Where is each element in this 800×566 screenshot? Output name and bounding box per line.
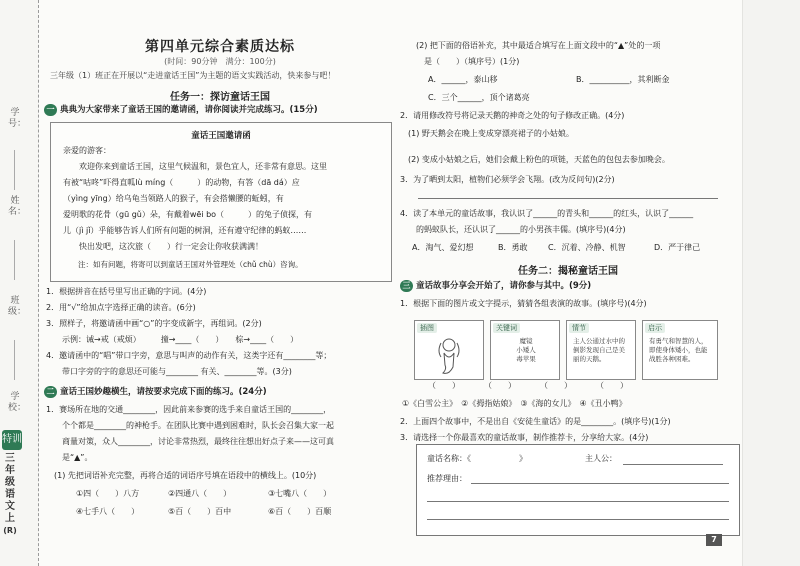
section-number-badge: 三 (400, 280, 413, 292)
series-mark (2, 430, 24, 560)
section-2-header (44, 386, 394, 398)
series-char: 语 (5, 489, 15, 500)
section-3-text: 童话故事分享会开始了，请你参与其中。(9分) (416, 281, 592, 291)
invitation-letter (50, 122, 392, 282)
story-box-illustration (414, 320, 484, 380)
right-column (400, 0, 740, 566)
binding-line (14, 240, 15, 280)
question-1-3-example: 示例：诫→戒（戒烦） 撞→____（ ） 棕→____（ ） (46, 335, 299, 344)
recommendation-card (416, 444, 740, 536)
intro-text: 三年级（1）班正在开展以“走进童话王国”为主题的语文实践活动，快来参与吧！ (50, 71, 336, 80)
box-text: 有勇气和智慧的人，即使身体矮小，也能战胜各种困难。 (649, 337, 708, 363)
proverb-option: B．__________，其利断金 (576, 75, 670, 84)
question-3-1: 1．根据下面的图片或文字提示，猜猜各组表演的故事。(填序号)(4分) (400, 299, 647, 308)
box-tag: 情节 (569, 323, 589, 333)
question-2-3: 3．为了晒到太阳，植物们必须学会飞翔。(改为反问句)(2分) (400, 175, 615, 184)
box-text: 主人公通过水中的倒影发现自己是美丽的天鹅。 (573, 337, 625, 363)
task2-title: 任务二：揭秘童话王国 (518, 266, 618, 277)
proverb-option: A．______，泰山移 (428, 75, 498, 84)
letter-line: 有被“咕咚”吓得直呱lù míng（ ）的动物，有答（dā dá）应 (63, 178, 300, 187)
question-2-1-cont: 是“▲”。 (46, 453, 93, 462)
school-label: 学校： (8, 392, 27, 413)
idiom-option: ③七嘴八（ ） (268, 489, 332, 498)
letter-line: 亲爱的游客： (63, 146, 111, 155)
question-2-1: 1．赛场所在地的交通________，因此前来参赛的选手来自童话王国的________， (46, 405, 332, 414)
series-char: (R) (3, 526, 17, 535)
question-2-4: 4．读了本单元的童话故事，我认识了______的青头和______的红头，认识了______ (400, 209, 694, 218)
box-tag: 关键词 (493, 323, 520, 333)
binding-line (14, 150, 15, 190)
question-1-1: 1．根据拼音在括号里写出正确的字词。(4分) (46, 287, 207, 296)
reason-line[interactable] (471, 483, 729, 484)
binding-margin (0, 0, 39, 566)
question-2-1-cont: 商量对策，众人________，讨论非常热烈，最终往往想出好点子来——这可真 (46, 437, 334, 446)
question-1-2: 2．用“√”给加点字选择正确的读音。(6分) (46, 303, 196, 312)
section-1-header (44, 104, 394, 116)
series-char: 年 (5, 465, 15, 476)
reason-line[interactable] (427, 519, 729, 520)
section-2-text: 童话王国妙趣横生，请按要求完成下面的练习。(24分) (60, 387, 267, 397)
sentence-2: (2) 变成小姑娘之后，她们会戴上粉色的项链，天蓝色的包包去参加晚会。 (400, 155, 670, 164)
question-2-4-cont: 的蚂蚁队长，还认识了______的小男孩丰儒。(填序号)(4分) (400, 225, 626, 234)
answer-line[interactable] (418, 198, 718, 199)
section-3-header (400, 280, 740, 292)
sentence-1: (1) 野天鹅会在晚上变成穿漂亮裙子的小姑娘。 (400, 129, 574, 138)
idiom-option: ⑤百（ ）百中 (168, 507, 232, 516)
question-3-2: 2．上面四个故事中，不是出自《安徒生童话》的是________。(填序号)(1分) (400, 417, 671, 426)
letter-line: 欢迎你来到童话王国，这里气候温和，景色宜人，还非常有意思。这里 (63, 162, 327, 171)
card-hero[interactable]: 主人公： (585, 454, 617, 463)
question-1-4: 4．邀请函中的“唱”带口字旁，意思与叫声的动作有关，这类字还有________等； (46, 351, 332, 360)
name-label: 姓名： (8, 196, 27, 217)
series-char: 三 (5, 453, 15, 464)
idiom-option: ②四通八（ ） (168, 489, 232, 498)
reason-line[interactable] (427, 501, 729, 502)
section-1-text: 典典为大家带来了童话王国的邀请函，请你阅读并完成练习。(15分) (60, 105, 318, 115)
question-1-3: 3．照样子，将邀请函中画“○”的字变成新字，再组词。(2分) (46, 319, 262, 328)
letter-title: 童话王国邀请函 (191, 131, 251, 141)
question-2-1-sub2: (2) 把下面的俗语补充，其中最适合填写在上面文段中的“▲”处的一项 (408, 41, 661, 50)
answer-parens[interactable]: （ ） （ ） （ ） （ ） (428, 381, 628, 390)
box-tag: 插图 (417, 323, 437, 333)
question-1-4-cont: 带口字旁的字的意思还可能与________ 有关、________等。(3分) (46, 367, 292, 376)
task1-title: 任务一：探访童话王国 (170, 92, 270, 103)
student-number-label: 学号： (8, 108, 27, 129)
letter-line: 爱明歌的花骨（gū gǔ）朵，有戴着wēi bo（ ）的兔子侦探，有 (63, 210, 313, 219)
exam-info: (时间：90分钟 满分：100分) (164, 57, 276, 66)
series-char: 级 (5, 477, 15, 488)
letter-line: 儿（jì jǐ）乎能够告诉人们所有问题的树洞，还有遵守纪律的蚂蚁…… (63, 226, 307, 235)
series-badge: 特训 (2, 430, 22, 450)
question-2-2: 2．请用修改符号将记录天鹅的神奇之处的句子修改正确。(4分) (400, 111, 625, 120)
story-box-moral (642, 320, 718, 380)
section-number-badge: 二 (44, 386, 57, 398)
trait-option: C．沉着、冷静、机智 (548, 243, 626, 252)
story-box-keywords (490, 320, 560, 380)
card-reason[interactable]: 推荐理由： (427, 474, 467, 483)
letter-line: （yìng yīng）给乌龟当领路人的猴子，有会搭懒腰的蚯蚓，有 (63, 194, 284, 203)
letter-line: 快出发吧，这次旅（ ）行一定会让你收获满满！ (63, 242, 263, 251)
trait-option: A．淘气、爱幻想 (412, 243, 474, 252)
mermaid-illustration-icon (429, 335, 469, 377)
question-2-1-sub1: (1) 先把词语补充完整，再将合适的词语序号填在语段中的横线上。(10分) (46, 471, 317, 480)
left-column (40, 0, 400, 566)
section-number-badge: 一 (44, 104, 57, 116)
idiom-option: ④七手八（ ） (76, 507, 140, 516)
trait-option: B．勇敢 (498, 243, 528, 252)
series-char: 上 (5, 513, 15, 524)
card-story-name[interactable]: 童话名称：《 》 (427, 454, 527, 463)
idiom-option: ①四（ ）八方 (76, 489, 140, 498)
hero-line[interactable] (623, 464, 723, 465)
box-tag: 启示 (645, 323, 665, 333)
idiom-option: ⑥百（ ）百顺 (268, 507, 332, 516)
trait-option: D．严于律己 (654, 243, 701, 252)
story-options: ①《白雪公主》 ②《拇指姑娘》 ③《海的女儿》 ④《丑小鸭》 (402, 399, 627, 408)
question-2-1-sub2-cont: 是（ ）（填序号）(1分) (408, 57, 520, 66)
class-label: 班级： (8, 296, 27, 317)
right-margin (742, 0, 800, 566)
question-3-3: 3．请选择一个你最喜欢的童话故事，制作推荐卡，分享给大家。(4分) (400, 433, 649, 442)
story-box-plot (566, 320, 636, 380)
proverb-option: C．三个______，顶个诸葛亮 (428, 93, 530, 102)
page-title: 第四单元综合素质达标 (145, 39, 295, 55)
series-char: 文 (5, 501, 15, 512)
question-2-1-cont: 个个都是________的神枪手。在团队比赛中遇到困难时，队长会召集大家一起 (46, 421, 334, 430)
binding-line (14, 340, 15, 380)
box-text: 魔镜 小矮人 毒苹果 (516, 337, 536, 363)
page-number: 7 (706, 534, 722, 546)
letter-line: 注：如有问题，将寄可以到童话王国对外管理处（chǔ chù）咨询。 (63, 260, 303, 269)
